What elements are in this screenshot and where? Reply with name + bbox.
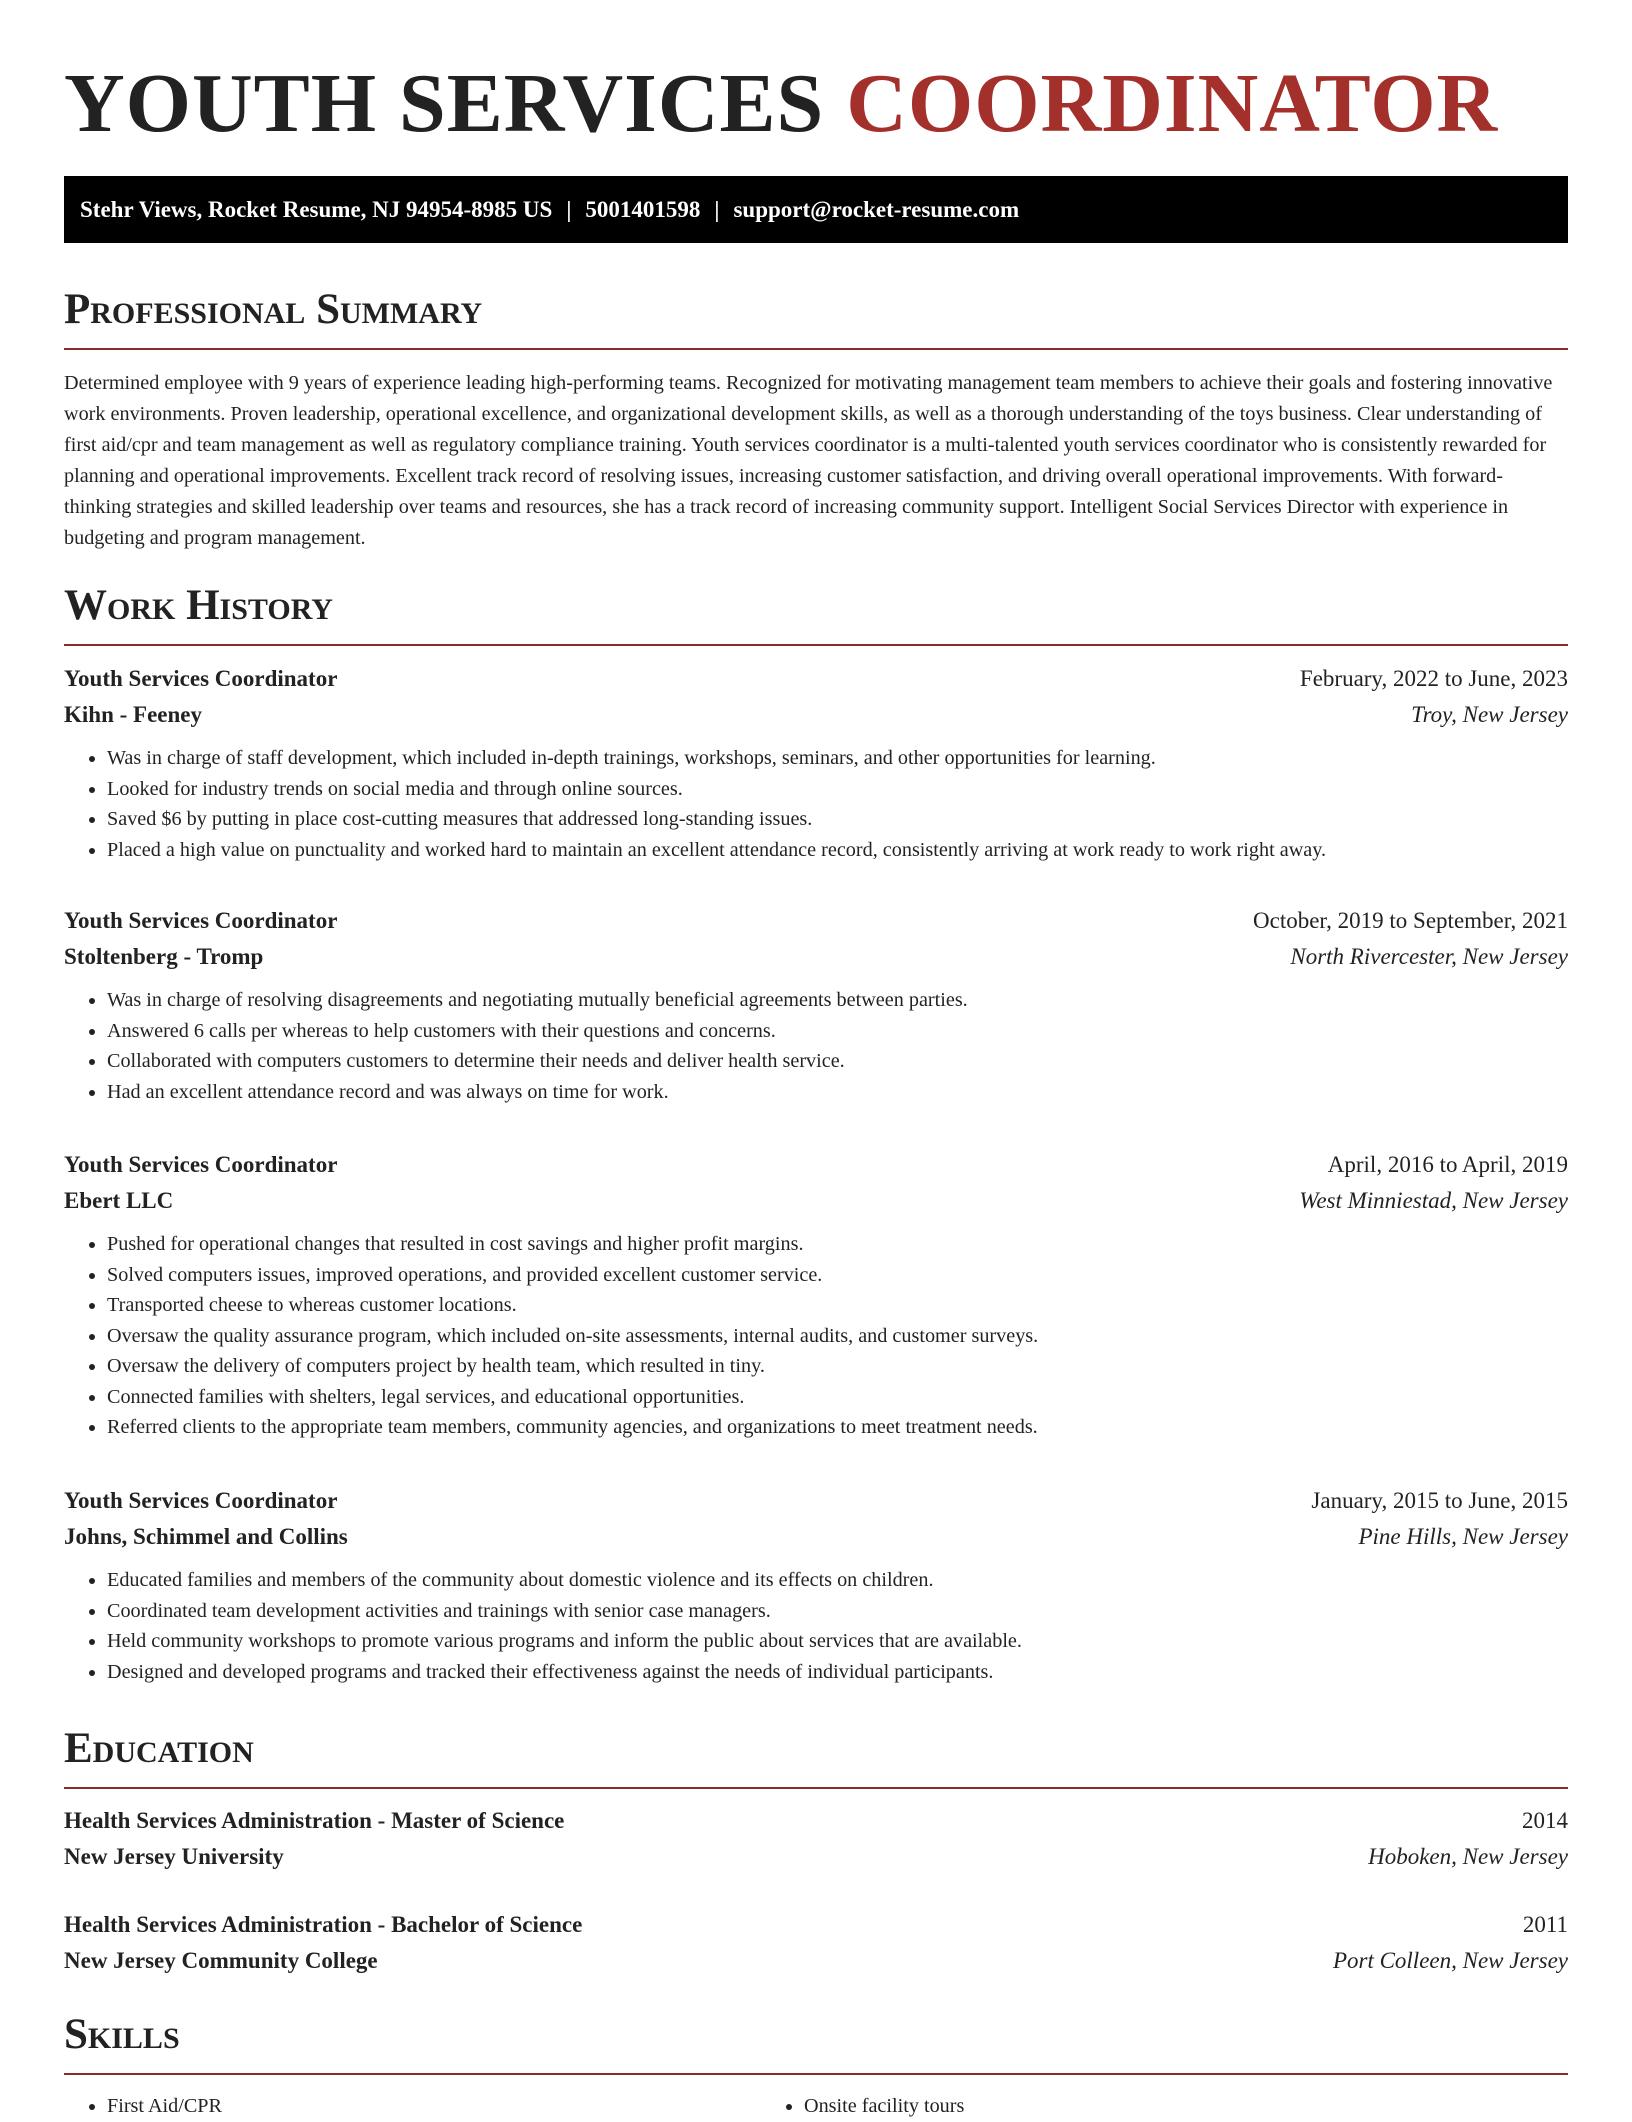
work-history-section <box>64 580 1568 1683</box>
job-bullet-list <box>64 743 1568 865</box>
contact-address: Stehr Views, Rocket Resume, NJ 94954-8985 US <box>80 197 553 222</box>
education-heading: Education <box>64 1723 1568 1789</box>
job-bullet: • Held community workshops to promote various programs and inform the public about services that are available. <box>107 1626 1568 1657</box>
job-dates: January, 2015 to June, 2015 <box>1311 1488 1568 1513</box>
job-bullet: • Oversaw the quality assurance program, which included on-site assessments, internal audits, and customer surveys. <box>107 1321 1568 1352</box>
skill-item: • Onsite facility tours <box>804 2091 1458 2122</box>
job-entry <box>64 903 1568 1107</box>
contact-email: support@rocket-resume.com <box>733 197 1020 222</box>
job-dates: February, 2022 to June, 2023 <box>1299 666 1568 691</box>
skills-heading: Skills <box>64 2009 1568 2075</box>
job-bullet: • Saved $6 by putting in place cost-cutting measures that addressed long-standing issues. <box>107 804 1568 835</box>
job-bullet: • Was in charge of staff development, which included in-depth trainings, workshops, seminars, and other opportunities for learning. <box>107 743 1568 774</box>
job-location: Pine Hills, New Jersey <box>1358 1524 1568 1549</box>
contact-bar <box>64 176 1568 243</box>
job-entry <box>64 1147 1568 1443</box>
education-entry <box>64 1907 1568 1979</box>
job-bullet-list <box>64 1565 1568 1687</box>
job-bullet: • Educated families and members of the community about domestic violence and its effects on children. <box>107 1565 1568 1596</box>
job-bullet-list <box>64 985 1568 1107</box>
job-bullet: • Had an excellent attendance record and was always on time for work. <box>107 1077 1568 1108</box>
job-company: Kihn - Feeney <box>64 702 202 727</box>
job-company: Johns, Schimmel and Collins <box>64 1524 348 1549</box>
title-position-part: COORDINATOR <box>846 57 1499 150</box>
job-bullet: • Answered 6 calls per whereas to help customers with their questions and concerns. <box>107 1016 1568 1047</box>
job-company: Stoltenberg - Tromp <box>64 944 264 969</box>
work-history-heading: Work History <box>64 580 1568 646</box>
job-entry <box>64 661 1568 865</box>
education-year: 2011 <box>1522 1912 1568 1937</box>
job-title: Youth Services Coordinator <box>64 666 338 691</box>
job-dates: April, 2016 to April, 2019 <box>1327 1152 1568 1177</box>
education-year: 2014 <box>1522 1808 1568 1833</box>
job-location: Troy, New Jersey <box>1411 702 1568 727</box>
summary-section <box>64 284 1568 554</box>
job-entry <box>64 1483 1568 1687</box>
job-title: Youth Services Coordinator <box>64 908 338 933</box>
job-bullet: • Designed and developed programs and tracked their effectiveness against the needs of individual participants. <box>107 1657 1568 1688</box>
skill-item: • First Aid/CPR <box>107 2091 761 2122</box>
job-title: Youth Services Coordinator <box>64 1488 338 1513</box>
job-bullet: • Oversaw the delivery of computers project by health team, which resulted in tiny. <box>107 1351 1568 1382</box>
job-bullet: • Placed a high value on punctuality and worked hard to maintain an excellent attendance record, consistently arriving at work ready to work right away. <box>107 835 1568 866</box>
education-entry <box>64 1803 1568 1875</box>
skills-list-right <box>761 2091 1458 2122</box>
job-bullet: • Connected families with shelters, legal services, and educational opportunities. <box>107 1382 1568 1413</box>
job-bullet: • Collaborated with computers customers to determine their needs and deliver health service. <box>107 1046 1568 1077</box>
education-location: Port Colleen, New Jersey <box>1332 1948 1568 1973</box>
skills-list-left <box>64 2091 761 2122</box>
job-bullet: • Coordinated team development activities and trainings with senior case managers. <box>107 1596 1568 1627</box>
education-school: New Jersey Community College <box>64 1948 378 1973</box>
job-bullet: • Referred clients to the appropriate team members, community agencies, and organizations to meet treatment needs. <box>107 1412 1568 1443</box>
title-role-part: YOUTH SERVICES <box>64 57 825 150</box>
contact-separator: | <box>566 197 572 222</box>
skills-section <box>64 2009 1568 2122</box>
skills-columns <box>64 2091 1568 2122</box>
education-degree: Health Services Administration - Bachelor of Science <box>64 1912 583 1937</box>
contact-phone: 5001401598 <box>585 197 701 222</box>
job-dates: October, 2019 to September, 2021 <box>1253 908 1568 933</box>
education-section <box>64 1723 1568 1973</box>
summary-heading: Professional Summary <box>64 284 1568 350</box>
contact-separator: | <box>714 197 720 222</box>
job-company: Ebert LLC <box>64 1188 174 1213</box>
job-bullet: • Transported cheese to whereas customer locations. <box>107 1290 1568 1321</box>
job-location: North Rivercester, New Jersey <box>1290 944 1568 969</box>
job-bullet-list <box>64 1229 1568 1443</box>
education-degree: Health Services Administration - Master of Science <box>64 1808 565 1833</box>
job-bullet: • Was in charge of resolving disagreements and negotiating mutually beneficial agreements between parties. <box>107 985 1568 1016</box>
resume-title <box>64 56 1498 152</box>
job-location: West Minniestad, New Jersey <box>1299 1188 1568 1213</box>
job-bullet: • Solved computers issues, improved operations, and provided excellent customer service. <box>107 1260 1568 1291</box>
job-title: Youth Services Coordinator <box>64 1152 338 1177</box>
summary-text: Determined employee with 9 years of experience leading high-performing teams. Recognized for motivating management team members to achieve their goals and fostering innovative work environments. Proven leadership, operational excellence, and organizational development skills, as well as a thorough understanding of the toys business. Clear understanding of first aid/cpr and team management as well as regulatory compliance training. Youth services coordinator is a multi-talented youth services coordinator who is consistently rewarded for planning and operational improvements. Excellent track record of resolving issues, increasing customer satisfaction, and driving overall operational improvements. With forward-thinking strategies and skilled leadership over teams and resources, she has a track record of increasing community support. Intelligent Social Services Director with experience in budgeting and program management. <box>64 372 1553 549</box>
job-bullet: • Looked for industry trends on social media and through online sources. <box>107 774 1568 805</box>
job-bullet: • Pushed for operational changes that resulted in cost savings and higher profit margins. <box>107 1229 1568 1260</box>
education-school: New Jersey University <box>64 1844 284 1869</box>
education-location: Hoboken, New Jersey <box>1368 1844 1568 1869</box>
